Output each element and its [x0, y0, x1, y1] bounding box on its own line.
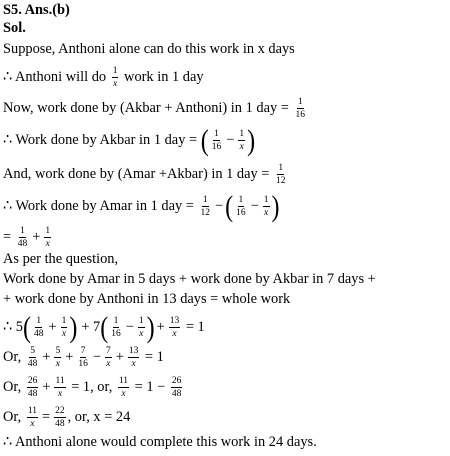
line-amar-akbar — [3, 163, 289, 186]
line-akbar-anthoni-text: Now, work done by (Akbar + Anthoni) in 1 day = — [3, 99, 293, 116]
line-anthoni-rate — [3, 66, 204, 89]
fraction-1-over-12: $\frac{1}{12}$ — [276, 163, 286, 186]
line-anthoni-rate-text: ∴ Anthoni will do — [3, 68, 110, 85]
line-conclusion: ∴ Anthoni alone would complete this work in 24 days. — [3, 434, 317, 450]
line-suppose: Suppose, Anthoni alone can do this work in x days — [3, 41, 295, 57]
fraction-1-over-16: $\frac{1}{16}$ — [295, 97, 305, 120]
line-amar-result: = $\frac{1}{48}$ + $\frac{1}{x}$ — [3, 226, 51, 249]
line-or-2: Or, $\frac{26}{48}$ + $\frac{11}{x}$ = 1, or, $\frac{11}{x}$ = 1 − $\frac{26}{48}$ — [3, 376, 182, 399]
fraction-1-over-x: $\frac{1}{x}$ — [112, 66, 118, 89]
line-work-anthoni: + work done by Anthoni in 13 days = whole work — [3, 291, 291, 307]
line-as-per: As per the question, — [3, 251, 119, 267]
line-equation: ∴ 5( $\frac{1}{48}$ + $\frac{1}{x}$ ) + 7( $\frac{1}{16}$ − $\frac{1}{x}$ ) + $\frac{13}{x}$ = 1 — [3, 311, 205, 344]
line-work-amar-akbar: Work done by Amar in 5 days + work done by Akbar in 7 days + — [3, 271, 376, 287]
sol-heading: Sol. — [3, 20, 26, 36]
answer-heading: S5. Ans.(b) — [3, 2, 70, 18]
line-akbar: ∴ Work done by Akbar in 1 day = ( $\frac{1}{16}$ − $\frac{1}{x}$ ) — [3, 124, 256, 157]
line-amar-akbar-text: And, work done by (Amar +Akbar) in 1 day = — [3, 165, 274, 182]
line-akbar-anthoni — [3, 97, 308, 120]
line-amar-text: ∴ Work done by Amar in 1 day = — [3, 197, 198, 214]
line-or-3: Or, $\frac{11}{x}$ = $\frac{22}{48}$ , or, x = 24 — [3, 406, 131, 429]
line-amar: ∴ Work done by Amar in 1 day = $\frac{1}{12}$ −( $\frac{1}{16}$ − $\frac{1}{x}$ ) — [3, 190, 280, 223]
line-anthoni-rate-suffix: work in 1 day — [120, 68, 204, 85]
line-or-1: Or, $\frac{5}{48}$ + $\frac{5}{x}$ + $\frac{7}{16}$ − $\frac{7}{x}$ + $\frac{13}{x}$ = 1 — [3, 346, 164, 369]
line-akbar-text: ∴ Work done by Akbar in 1 day = — [3, 131, 201, 148]
